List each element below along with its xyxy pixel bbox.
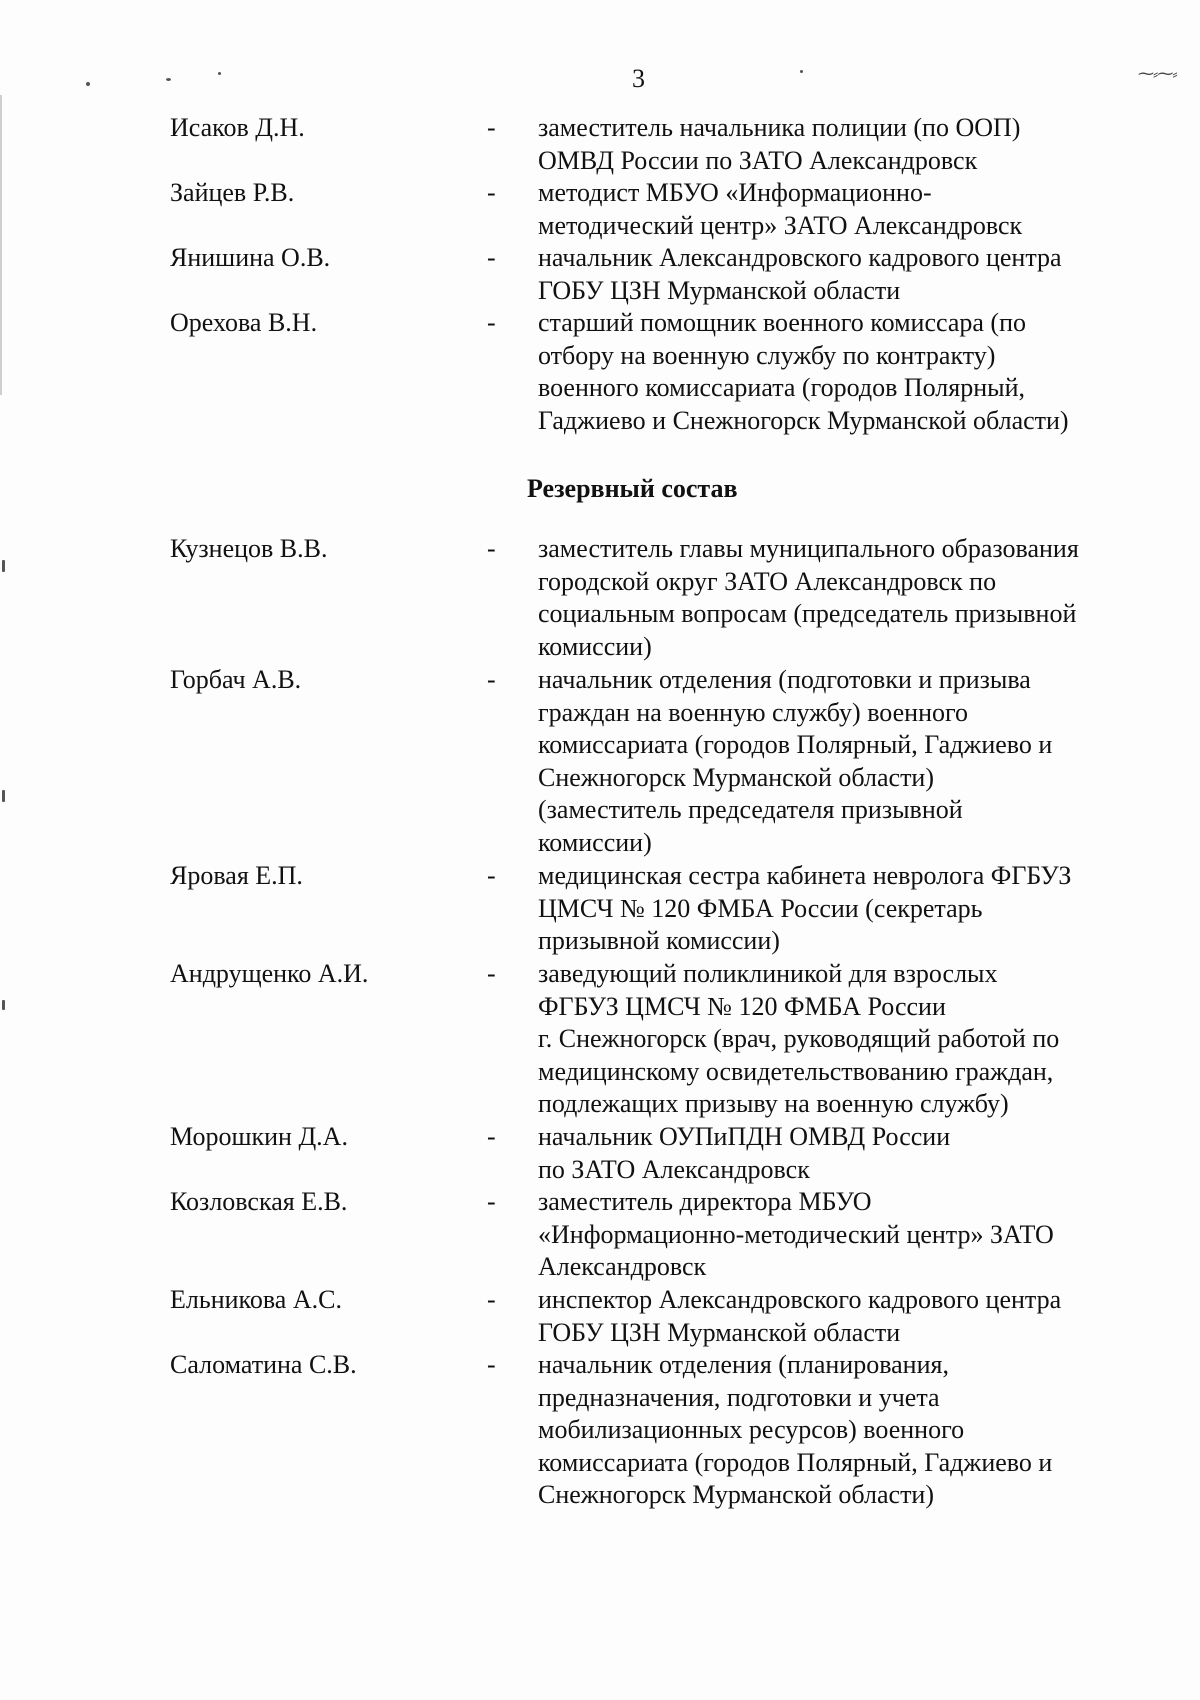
member-name: Горбач А.В. <box>170 665 302 694</box>
page-number: 3 <box>632 64 645 93</box>
member-position-line: предназначения, подготовки и учета <box>538 1382 940 1412</box>
section-title-reserve: Резервный состав <box>527 474 738 503</box>
member-position-line: методист МБУО «Информационно- <box>538 178 932 207</box>
scan-speck <box>86 82 90 86</box>
member-position-line: г. Снежногорск (врач, руководящий работой по <box>538 1024 1060 1053</box>
member-dash: - <box>487 1350 496 1379</box>
member-position-line: Снежногорск Мурманской области) <box>538 1480 935 1509</box>
member-position-line: начальник отделения (подготовки и призыва <box>538 665 1031 694</box>
member-position-line: заместитель главы муниципального образования <box>538 534 1079 563</box>
member-position <box>538 1349 1138 1512</box>
member-position-line: городской округ ЗАТО Александровск по <box>538 566 997 596</box>
scan-speck <box>800 70 803 73</box>
member-position <box>538 1121 1138 1186</box>
member-position-line: по ЗАТО Александровск <box>538 1154 810 1184</box>
member-position-line: ОМВД России по ЗАТО Александровск <box>538 145 978 175</box>
member-position-line: медицинскому освидетельствованию граждан, <box>538 1056 1054 1086</box>
member-position <box>538 177 1138 242</box>
member-position <box>538 958 1138 1121</box>
member-position-line: заместитель директора МБУО <box>538 1187 872 1216</box>
member-position-line: начальник отделения (планирования, <box>538 1350 949 1379</box>
member-position-line: мобилизационных ресурсов) военного <box>538 1415 965 1444</box>
member-dash: - <box>487 1122 496 1151</box>
member-position-line: заместитель начальника полиции (по ООП) <box>538 113 1021 142</box>
member-dash: - <box>487 665 496 694</box>
member-dash: - <box>487 308 496 337</box>
member-dash: - <box>487 113 496 142</box>
scan-speck <box>2 560 5 572</box>
scan-speck <box>2 1000 5 1010</box>
member-name: Яровая Е.П. <box>170 861 303 890</box>
member-dash: - <box>487 959 496 988</box>
member-position-line: призывной комиссии) <box>538 926 780 955</box>
member-position-line: Александровск <box>538 1252 707 1281</box>
member-position <box>538 307 1138 437</box>
member-position-line: старший помощник военного комиссара (по <box>538 308 1026 337</box>
member-name: Исаков Д.Н. <box>170 113 305 142</box>
member-position <box>538 860 1138 958</box>
member-position <box>538 1186 1138 1284</box>
scan-edge-shadow <box>0 95 2 395</box>
corner-stamp-mark: ⁓⸗⁓⸗ <box>1138 66 1177 83</box>
scan-speck <box>2 790 5 802</box>
member-position-line: Снежногорск Мурманской области) <box>538 762 935 792</box>
member-position <box>538 664 1138 859</box>
member-name: Морошкин Д.А. <box>170 1122 348 1151</box>
member-dash: - <box>487 243 496 272</box>
scan-speck <box>218 72 221 75</box>
member-dash: - <box>487 178 496 207</box>
member-position-line: комиссариата (городов Полярный, Гаджиево и <box>538 1447 1053 1477</box>
member-name: Кузнецов В.В. <box>170 534 328 563</box>
member-position-line: комиссариата (городов Полярный, Гаджиево и <box>538 730 1053 759</box>
member-name: Ельникова А.С. <box>170 1285 342 1314</box>
member-position-line: отбору на военную службу по контракту) <box>538 340 996 370</box>
member-position-line: социальным вопросам (председатель призывной <box>538 599 1077 628</box>
member-name: Зайцев Р.В. <box>170 178 295 207</box>
scan-speck <box>166 78 171 81</box>
member-position-line: военного комиссариата (городов Полярный, <box>538 373 1026 402</box>
member-position <box>538 112 1138 177</box>
member-position-line: «Информационно-методический центр» ЗАТО <box>538 1219 1054 1249</box>
member-name: Орехова В.Н. <box>170 308 318 337</box>
member-position <box>538 1284 1138 1349</box>
member-position-line: начальник Александровского кадрового центра <box>538 243 1062 272</box>
member-position-line: ГОБУ ЦЗН Мурманской области <box>538 275 901 305</box>
member-position-line: начальник ОУПиПДН ОМВД России <box>538 1122 951 1151</box>
member-position-line: (заместитель председателя призывной <box>538 795 963 824</box>
member-name: Саломатина С.В. <box>170 1350 357 1379</box>
member-name: Янишина О.В. <box>170 243 331 272</box>
member-dash: - <box>487 1285 496 1314</box>
member-position <box>538 242 1138 307</box>
member-position-line: заведующий поликлиникой для взрослых <box>538 959 998 988</box>
member-position-line: комиссии) <box>538 827 652 857</box>
member-name: Козловская Е.В. <box>170 1187 348 1216</box>
member-position-line: медицинская сестра кабинета невролога ФГБУЗ <box>538 861 1072 890</box>
member-dash: - <box>487 534 496 563</box>
member-position-line: подлежащих призыву на военную службу) <box>538 1089 1009 1118</box>
member-position-line: ЦМСЧ № 120 ФМБА России (секретарь <box>538 893 983 923</box>
member-position-line: граждан на военную службу) военного <box>538 697 969 727</box>
member-position-line: инспектор Александровского кадрового центра <box>538 1285 1062 1314</box>
member-position-line: методический центр» ЗАТО Александровск <box>538 210 1023 240</box>
member-position-line: Гаджиево и Снежногорск Мурманской области) <box>538 405 1069 435</box>
member-position-line: комиссии) <box>538 631 652 661</box>
member-dash: - <box>487 861 496 890</box>
member-position-line: ГОБУ ЦЗН Мурманской области <box>538 1317 901 1347</box>
member-position-line: ФГБУЗ ЦМСЧ № 120 ФМБА России <box>538 991 946 1021</box>
member-name: Андрущенко А.И. <box>170 959 369 988</box>
member-dash: - <box>487 1187 496 1216</box>
member-position <box>538 533 1138 663</box>
